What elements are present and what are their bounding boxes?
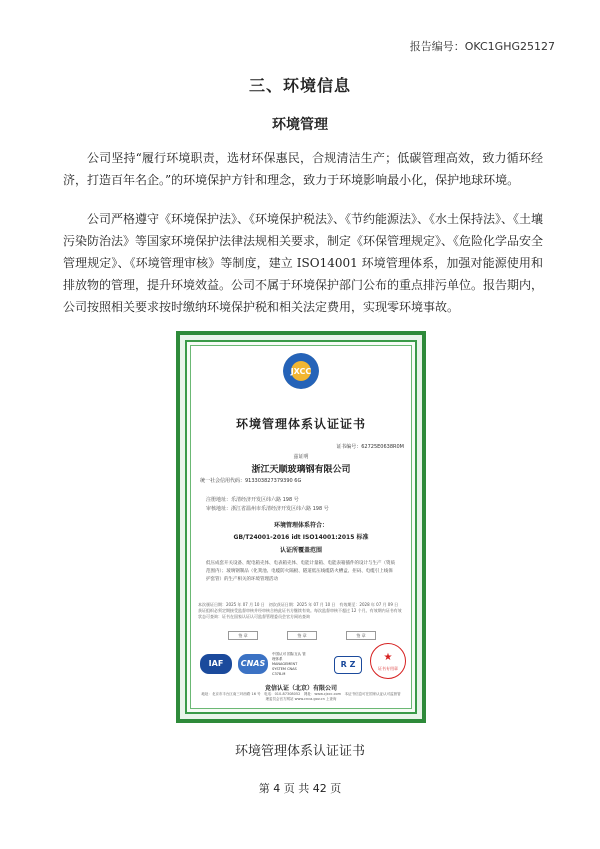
rz-logo: R Z [334,656,362,674]
signature-box: 签 章 [346,631,376,640]
certificate-title: 环境管理体系认证证书 [235,417,366,431]
certifier-address: 地址：北京市丰台区南三环西路 16 号 电话：010-87308052 网址：www.cjxcc.com 本证书信息可在国家认证认可监督管理委员会官方网站 www.cnca.gov.cn 上查询 [201,692,401,701]
iaf-logo: IAF [200,654,232,674]
signature-box: 签 章 [228,631,258,640]
certificate-image [176,331,426,723]
scope-text: 低压成套开关设备、配电箱壳体、电表箱壳体、电能计量箱、电能表箱插件的设计与生产（资质范围内）；玻璃钢制品（化粪池、电缆防火隔板、隧道低压线缆防火槽盒、拒码、电缆引上线保护套管）的生产相关的环境管理活动 [206,561,395,582]
standard-text: GB/T24001-2016 idt ISO14001:2015 标准 [233,534,369,541]
paragraph-policy: 公司坚持“履行环境职责，选材环保惠民，合规清洁生产；低碳管理高效，致力循环经济，打造百年名企。”的环境保护方针和理念，致力于环境影响最小化，保护地球环境。 [63,151,543,187]
cnas-logo: CNAS [238,654,268,674]
certified-company: 浙江天顺玻璃钢有限公司 [251,465,351,475]
certificate-dates: 本次颁证日期：2025 年 07 月 10 日 初次获证日期：2025 年 07 月 10 日 有效期至：2028 年 07 月 09 日 获证组织必须定期接受监督审核并经审核合格此证书方继续有效。每次监督审核不超过 12 个月。有效期内证书有效状态可查询：证书在国家认证认可监督管理委员会官方网站查询 [198,602,403,619]
section-subtitle: 环境管理 [272,117,328,133]
certificate-number: 证书编号：62725E0638R0M [336,444,404,450]
certifier-name: 竞信认证（北京）有限公司 [264,685,337,692]
registered-address: 注册地址：乐清经济开发区纬六路 198 号 [206,497,299,503]
section-title: 三、环境信息 [248,76,351,95]
report-number: 报告编号：OKC1GHG25127 [409,40,555,53]
company-seal [370,643,406,679]
certificate-hint: 兹证明 [293,454,309,460]
certifier-logo [283,353,319,389]
credit-code: 统一社会信用代码：913303827379390 6G [200,478,302,484]
page-number: 第 4 页 共 42 页 [258,782,342,795]
standard-label: 环境管理体系符合： [273,522,328,529]
audit-address: 审核地址：浙江省温州市乐清经济开发区纬六路 198 号 [206,506,329,512]
paragraph-compliance: 公司严格遵守《环境保护法》、《环境保护税法》、《节约能源法》、《水土保持法》、《土壤污染防治法》等国家环境保护法律法规相关要求，制定《环保管理规定》、《危险化学品安全管理规定》、《环境管理审核》等制度，建立 ISO14001 环境管理体系，加强对能源使用和排放物的管理，提升环境效益。公司不属于环境保护部门公布的重点排污单位。报告期内，公司按照相关要求按时缴纳环境保护税和相关法定费用，实现零环境事故。 [63,212,544,314]
image-caption: 环境管理体系认证证书 [234,744,365,759]
signature-box: 签 章 [287,631,317,640]
seal-text: 证书专用章 [378,666,398,671]
logo-text: JXCC [290,367,312,376]
cnas-note: 中国认可 国际互认 管理体系 MANAGEMENT SYSTEM CNAS C378-M [272,652,306,676]
seal-star-icon: ★ [383,652,393,663]
scope-label: 认证所覆盖范围 [279,547,322,554]
